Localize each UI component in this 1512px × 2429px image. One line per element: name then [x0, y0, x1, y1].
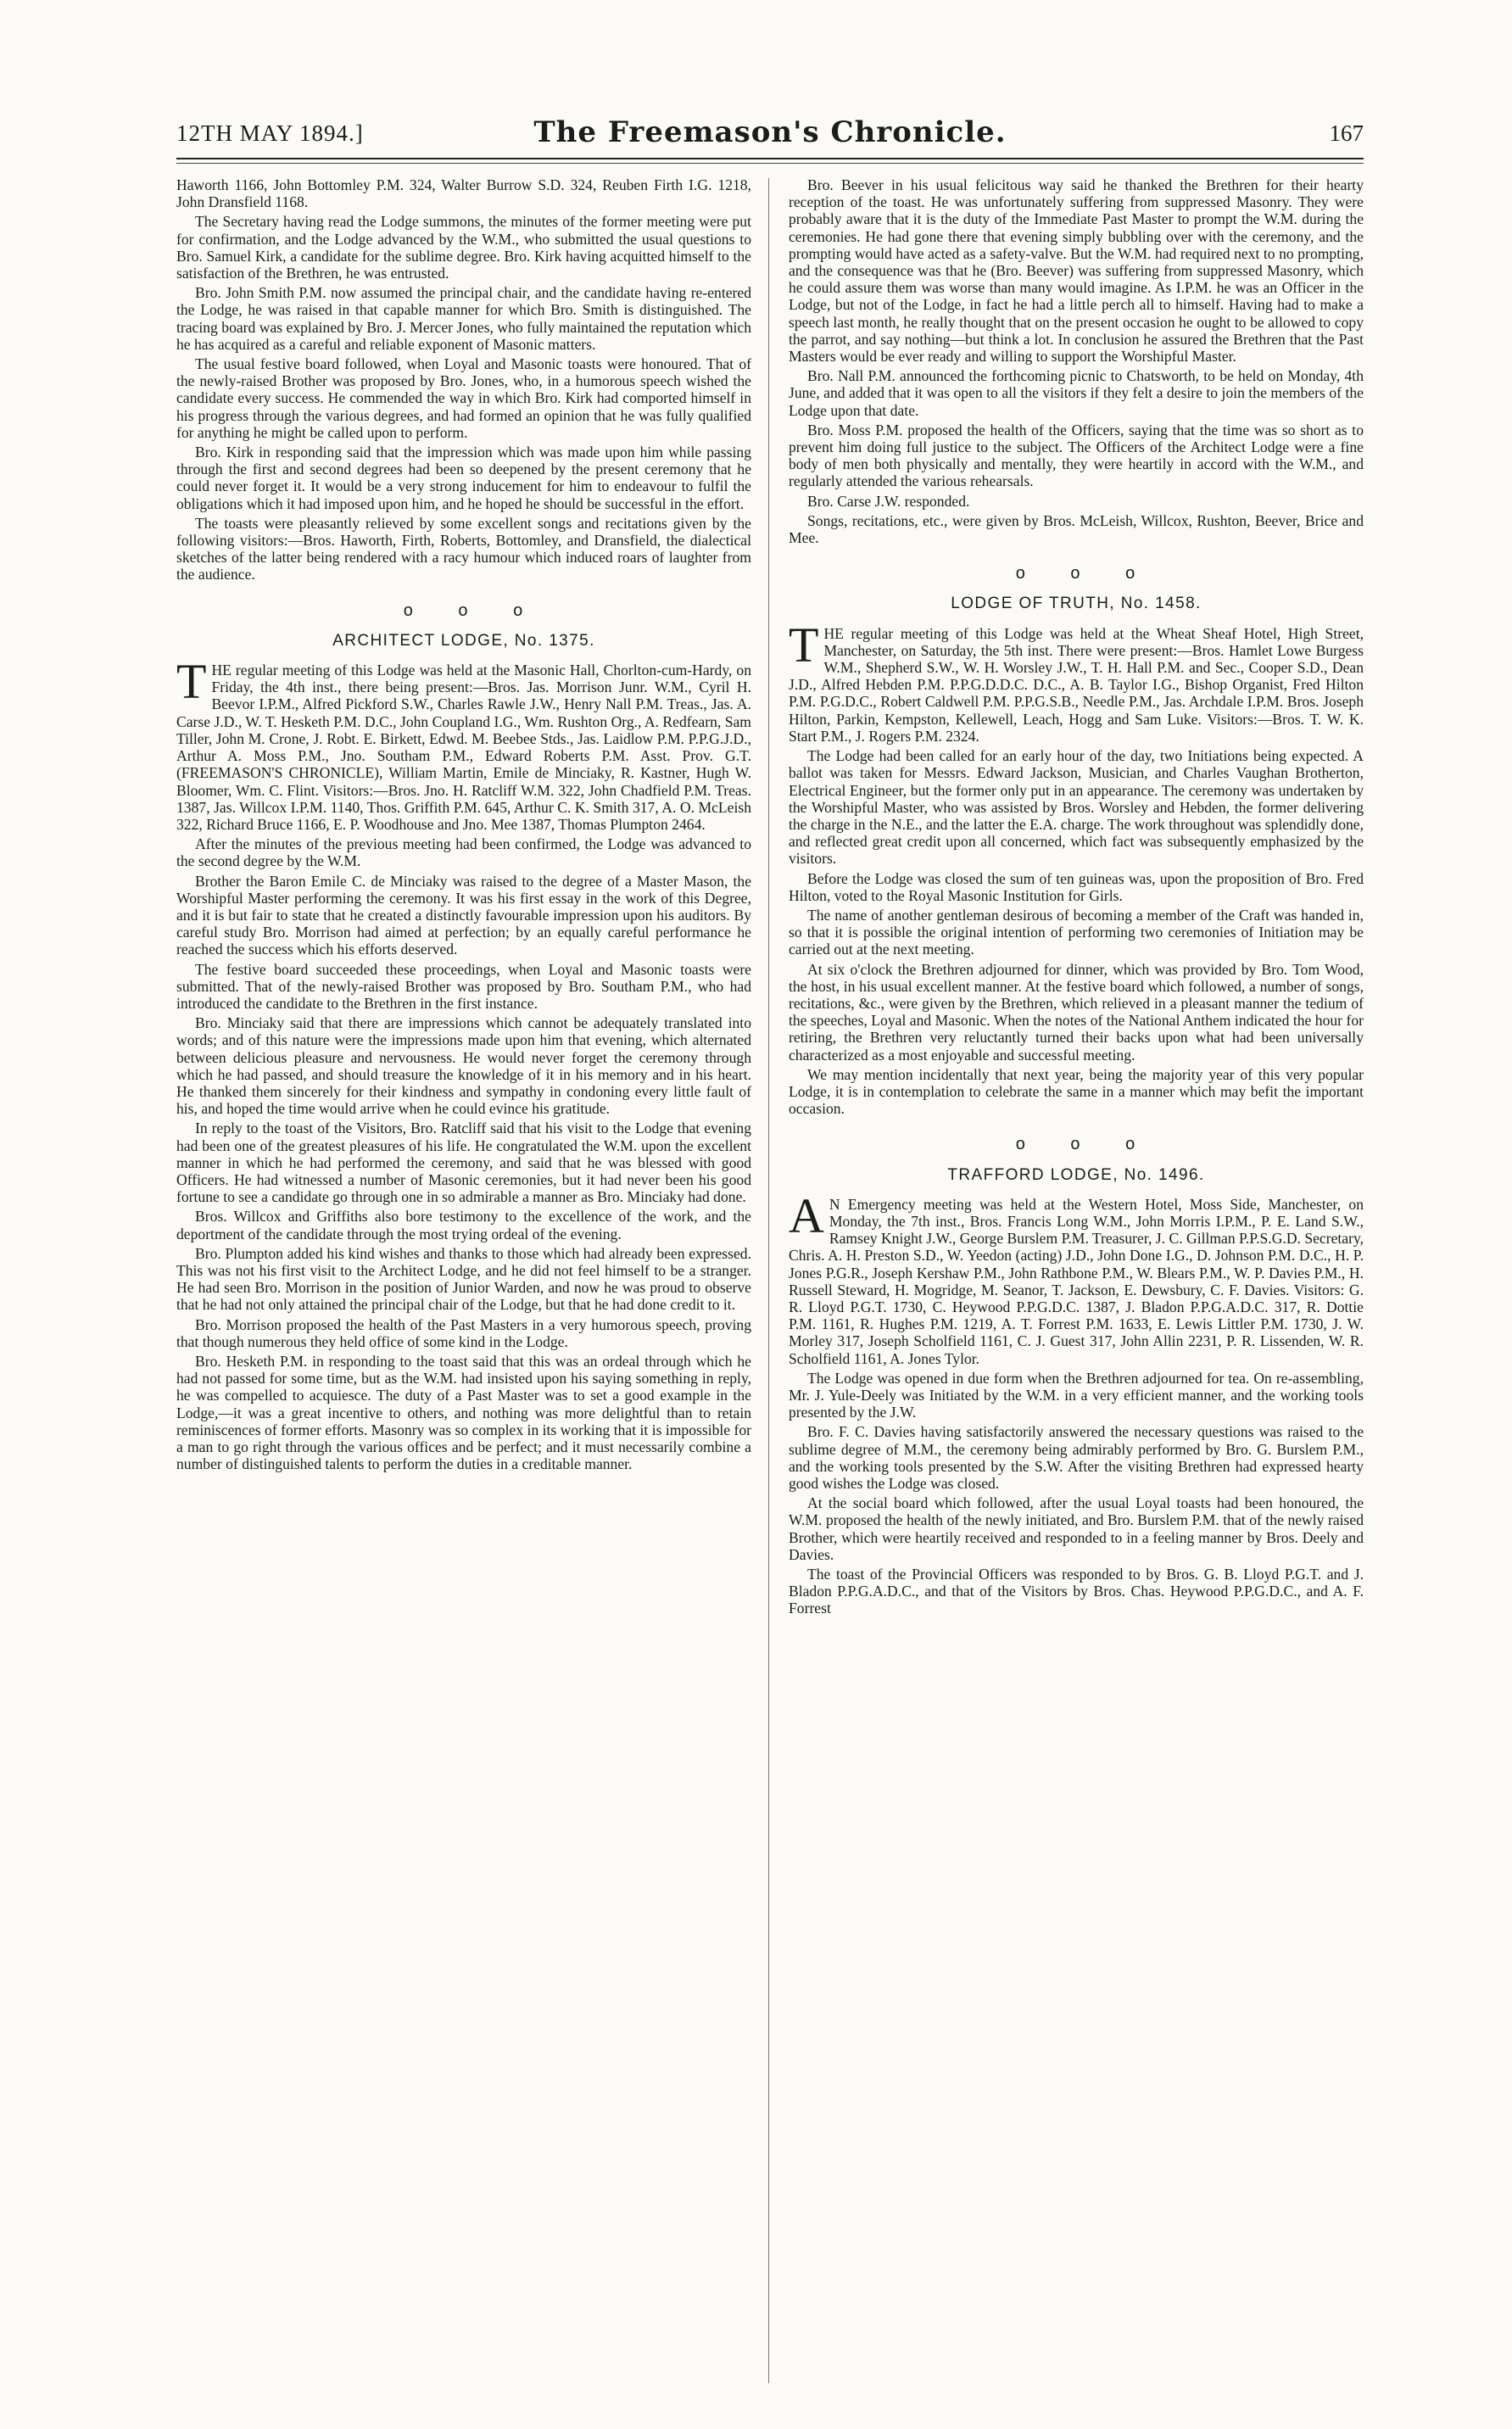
article-paragraph: At the social board which followed, after the usual Loyal toasts had been honoured, the W.M. proposed the health of the newly initiated, and Bro. Burslem P.M. that of the newly raised Brother, which were heartily received and responded to in a feeling manner by Bros. Deely and Davies.	[789, 1494, 1364, 1563]
article-paragraph: The name of another gentleman desirous of becoming a member of the Craft was handed in, so that it is possible the original intention of performing two ceremonies of Initiation may be carried out at the next meeting.	[789, 906, 1364, 958]
header-rule	[176, 163, 1364, 164]
article-paragraph: Songs, recitations, etc., were given by Bros. McLeish, Willcox, Rushton, Beever, Brice and Mee.	[789, 511, 1364, 547]
article-paragraph: The usual festive board followed, when Loyal and Masonic toasts were honoured. That of the newly-raised Brother was proposed by Bro. Jones, who, in a humorous speech wished the candidate every success. He commended the way in which Bro. Kirk had comported himself in his progress through the various degrees, and had formed an opinion that he was fully qualified for anything he might be called upon to perform.	[176, 355, 751, 441]
article-paragraph: The Lodge was opened in due form when the Brethren adjourned for tea. On re-assembling, Mr. J. Yule-Deely was Initiated by the W.M. in a very efficient manner, and the working tools presented by the J.W.	[789, 1369, 1364, 1421]
paragraph-text: HE regular meeting of this Lodge was held at the Masonic Hall, Chorlton-cum-Hardy, on Friday, the 4th inst., there being present:—Bros. Jas. Morrison Junr. W.M., Cyril H. Beevor I.P.M., Alfred Pickford S.W., Charles Rawle J.W., Henry Nall P.M. Treas., Jas. A. Carse J.D., W. T. Hesketh P.M. D.C., John Coupland I.G., Wm. Rushton Org., A. Redfearn, Sam Tiller, John M. Crone, J. Robt. E. Birkett, Edwd. M. Beebee Stds., Jas. Laidlow P.M. P.P.G.J.D., Arthur A. Moss P.M., Jno. Southam P.M., Edward Roberts P.M. Asst. Prov. G.T. (FREEMASON'S CHRONICLE), William Martin, Emile de Minciaky, R. Kastner, Hugh W. Bloomer, Wm. C. Flint. Visitors:—Bros. Jno. H. Ratcliff W.M. 322, John Chadfield P.M. Treas. 1387, Jas. Willcox I.P.M. 1140, Thos. Griffith P.M. 645, Arthur C. K. Smith 317, A. O. McLeish 322, Richard Bruce 1166, E. P. Woodhouse and Jno. Mee 1387, Thomas Plumpton 2464.	[176, 662, 751, 833]
section-ornament: o o o	[1015, 1135, 1156, 1154]
issue-date: 12TH MAY 1894.]	[176, 120, 364, 146]
masthead-title: The Freemason's Chronicle.	[533, 115, 1007, 149]
article-paragraph	[176, 654, 751, 833]
section-title-lodge-of-truth: LODGE OF TRUTH, No. 1458.	[951, 595, 1202, 613]
article-paragraph: The toast of the Provincial Officers was responded to by Bros. G. B. Lloyd P.G.T. and J. Bladon P.P.G.A.D.C., and that of the Visitors by Bros. Chas. Heywood P.P.G.D.C., and A. F. Forrest	[789, 1566, 1364, 1617]
article-paragraph: In reply to the toast of the Visitors, Bro. Ratcliff said that his visit to the Lodge that evening had been one of the greatest pleasures of his life. He congratulated the W.M. upon the excellent manner in which he had performed the ceremony, and said that he was blessed with good Officers. He had witnessed a number of Masonic ceremonies, but it had never been his good fortune to see a candidate go through one in so admirable a manner as Bro. Minciaky had done.	[176, 1120, 751, 1206]
drop-cap: T	[789, 617, 819, 673]
article-paragraph: Haworth 1166, John Bottomley P.M. 324, Walter Burrow S.D. 324, Reuben Firth I.G. 1218, John Dransfield 1168.	[176, 176, 751, 211]
drop-cap: T	[176, 654, 207, 710]
article-paragraph: The festive board succeeded these proceedings, when Loyal and Masonic toasts were submitted. That of the newly-raised Brother was proposed by Bro. Southam P.M., who had introduced the candidate to the Brethren in the first instance.	[176, 960, 751, 1012]
article-paragraph: Before the Lodge was closed the sum of ten guineas was, upon the proposition of Bro. Fred Hilton, voted to the Royal Masonic Institution for Girls.	[789, 869, 1364, 904]
paragraph-text: N Emergency meeting was held at the Western Hotel, Moss Side, Manchester, on Monday, the 7th inst., Bros. Francis Long W.M., John Morris I.P.M., P. E. Land S.W., Ramsey Knight J.W., George Burslem P.M. Treasurer, J. C. Gillman P.P.S.G.D. Secretary, Chris. A. H. Preston S.D., W. Yeedon (acting) J.D., John Done I.G., D. Johnson P.M. D.C., H. P. Jones P.G.R., Joseph Kershaw P.M., John Rathbone P.M., W. Blears P.M., W. P. Davies P.M., H. Russell Steward, H. Mogridge, M. Seanor, T. Jackson, E. Dewsbury, C. F. Davies. Visitors: G. R. Lloyd P.G.T. 1730, C. Heywood P.P.G.D.C. 1387, J. Bladon P.P.G.A.D.C. 317, R. Dottie P.M. 1161, R. Hughes P.M. 1219, A. T. Forrest P.M. 1633, E. Lewis Littler P.M. 1730, J. W. Morley 317, Joseph Scholfield 1161, C. J. Guest 317, John Allin 2231, P. R. Lissenden, W. R. Scholfield 1161, A. Jones Tylor.	[789, 1195, 1364, 1367]
article-paragraph: The Lodge had been called for an early hour of the day, two Initiations being expected. A ballot was taken for Messrs. Edward Jackson, Musician, and Charles Vaughan Brotherton, Electrical Engineer, but the former only put in an appearance. The ceremony was undertaken by the Worshipful Master, who was assisted by Bros. Worsley and Hebden, the former delivering the charge in the N.E., and the latter the E.A. charge. The work throughout was splendidly done, and reflected great credit upon all concerned, which fact was subsequently emphasized by the visitors.	[789, 747, 1364, 868]
article-paragraph: Bro. John Smith P.M. now assumed the principal chair, and the candidate having re-entered the Lodge, he was raised in that capable manner for which Bro. Smith is distinguished. The tracing board was explained by Bro. J. Mercer Jones, who fully maintained the reputation which he has acquired as a careful and reliable exponent of Masonic matters.	[176, 284, 751, 353]
column-divider	[768, 178, 769, 2383]
article-paragraph: Bro. Morrison proposed the health of the Past Masters in a very humorous speech, proving that though numerous they held office of some kind in the Lodge.	[176, 1315, 751, 1350]
article-paragraph: Bro. Hesketh P.M. in responding to the toast said that this was an ordeal through which he had not passed for some time, but as the W.M. had insisted upon his saying something in reply, he was compelled to acquiesce. The duty of a Past Master was to set a good example in the Lodge,—it was a great incentive to others, and nothing was more delightful than to retain reminiscences of former efforts. Masonry was so complex in its working that it is impossible for a man to go right through the various offices and be perfect; and it must necessarily combine a number of distinguished talents to perform the duties in a creditable manner.	[176, 1353, 751, 1473]
section-ornament: o o o	[1015, 564, 1156, 584]
article-paragraph: Bro. Kirk in responding said that the impression which was made upon him while passing through the first and second degrees had been so deepened by the present ceremony that he could never forget it. It would be a very strong inducement for him to endeavour to fulfil the obligations which it had imposed upon him, and he hoped he should be successful in the effort.	[176, 444, 751, 512]
article-paragraph: The toasts were pleasantly relieved by some excellent songs and recitations given by the following visitors:—Bros. Haworth, Firth, Roberts, Bottomley, and Dransfield, the dialectical sketches of the latter being rendered with a racy humour which induced roars of laughter from the audience.	[176, 514, 751, 584]
article-paragraph: Brother the Baron Emile C. de Minciaky was raised to the degree of a Master Mason, the Worshipful Master performing the ceremony. It was his first essay in the work of this Degree, and it is but fair to state that he created a distinctly favourable impression upon his auditors. By careful study Bro. Morrison had aimed at perfection; by an equally careful performance he reached the success which his efforts deserved.	[176, 872, 751, 958]
article-paragraph: The Secretary having read the Lodge summons, the minutes of the former meeting were put for confirmation, and the Lodge advanced by the W.M., who submitted the usual questions to Bro. Samuel Kirk, a candidate for the sublime degree. Bro. Kirk having acquitted himself to the satisfaction of the Brethren, he was entrusted.	[176, 213, 751, 282]
article-paragraph: Bro. Carse J.W. responded.	[807, 492, 970, 510]
article-paragraph: Bro. Moss P.M. proposed the health of the Officers, saying that the time was so short as to prevent him doing full justice to the subject. The Officers of the Architect Lodge were a fine body of men both physically and mentally, they were heartily in accord with the W.M., and regularly attended the various rehearsals.	[789, 421, 1364, 490]
article-paragraph	[789, 1187, 1364, 1367]
article-paragraph: After the minutes of the previous meeting had been confirmed, the Lodge was advanced to the second degree by the W.M.	[176, 835, 751, 870]
page-number: 167	[1329, 120, 1364, 146]
right-column	[789, 176, 1364, 2398]
page-header	[176, 115, 1364, 159]
left-column	[176, 176, 751, 2398]
drop-cap: A	[789, 1187, 824, 1243]
article-paragraph: Bro. Minciaky said that there are impressions which cannot be adequately translated into words; and of this nature were the impressions made upon him that evening, which alternated between delicious pleasure and nervousness. He would never forget the ceremony through which he had passed, and should treasure the knowledge of it in his memory and in his heart. He thanked them sincerely for their kindness and sympathy in condoning every little fault of his, and hoped the time would arrive when he could evince his gratitude.	[176, 1014, 751, 1118]
article-paragraph: Bros. Willcox and Griffiths also bore testimony to the excellence of the work, and the deportment of the candidate through the most trying ordeal of the evening.	[176, 1208, 751, 1242]
paragraph-text: HE regular meeting of this Lodge was held at the Wheat Sheaf Hotel, High Street, Manchester, on Saturday, the 5th inst. There were present:—Bros. Hamlet Lowe Burgess W.M., Shepherd S.W., W. H. Worsley J.W., T. H. Hall P.M. and Sec., Cooper S.D., Dean J.D., Alfred Hebden P.M. P.P.G.D.D.C. D.C., A. B. Taylor I.G., Bishop Organist, Fred Hilton P.M. P.G.D.C., Robert Caldwell P.M. P.P.G.S.B., Needle P.M., Jas. Archdale I.P.M. Bros. Joseph Hilton, Parkin, Kempston, Kellewell, Leach, Hogg and Sam Luke. Visitors:—Bros. T. W. K. Start P.M., J. Rogers P.M. 2324.	[789, 624, 1364, 745]
section-title-trafford-lodge: TRAFFORD LODGE, No. 1496.	[947, 1165, 1205, 1184]
article-paragraph: Bro. Plumpton added his kind wishes and thanks to those which had already been expressed. This was not his first visit to the Architect Lodge, and he did not feel himself to be a stranger. He had seen Bro. Morrison in the position of Junior Warden, and now he was proud to observe that he had not only attained the principal chair of the Lodge, but that he had done credit to it.	[176, 1244, 751, 1314]
section-ornament: o o o	[403, 600, 544, 620]
article-paragraph: At six o'clock the Brethren adjourned for dinner, which was provided by Bro. Tom Wood, the host, in his usual excellent manner. At the festive board which followed, a number of songs, recitations, &c., were given by the Brethren, which relieved in a pleasant manner the tedium of the speeches, Loyal and Masonic. When the notes of the National Anthem indicated the hour for retiring, the Brethren very reluctantly turned their backs upon what had been universally characterized as a most enjoyable and successful meeting.	[789, 960, 1364, 1064]
article-paragraph	[789, 617, 1364, 745]
article-paragraph: Bro. Nall P.M. announced the forthcoming picnic to Chatsworth, to be held on Monday, 4th June, and added that it was open to all the visitors if they felt a desire to join the members of the Lodge upon that date.	[789, 367, 1364, 419]
article-paragraph: Bro. Beever in his usual felicitous way said he thanked the Brethren for their hearty reception of the toast. He was unfortunately suffering from suppressed Masonry. They were probably aware that it is the duty of the Immediate Past Master to prompt the W.M. during the ceremonies. He had gone there that evening simply bubbling over with the ceremony, and the prompting would have acted as a safety-valve. But the W.M. had required next to no prompting, and the consequence was that he (Bro. Beever) was suffering from suppressed Masonry, which he could assure them was worse than many would imagine. As I.P.M. he was an Officer in the Lodge, but not of the Lodge, in fact he had a little perch all to himself. Having had to make a speech last month, he really thought that on the present occasion he ought to be allowed to copy the parrot, and say nothing—but think a lot. In conclusion he assured the Brethren that the Past Masters would be ever ready and willing to support the Worshipful Master.	[789, 176, 1364, 366]
section-title-architect-lodge: ARCHITECT LODGE, No. 1375.	[332, 631, 595, 650]
article-paragraph: Bro. F. C. Davies having satisfactorily answered the necessary questions was raised to the sublime degree of M.M., the ceremony being admirably performed by Bro. G. Burslem P.M., and the working tools presented by the S.W. After the visiting Brethren had expressed hearty good wishes the Lodge was closed.	[789, 1423, 1364, 1493]
article-paragraph: We may mention incidentally that next year, being the majority year of this very popular Lodge, it is in contemplation to celebrate the same in a manner which may befit the important occasion.	[789, 1065, 1364, 1118]
